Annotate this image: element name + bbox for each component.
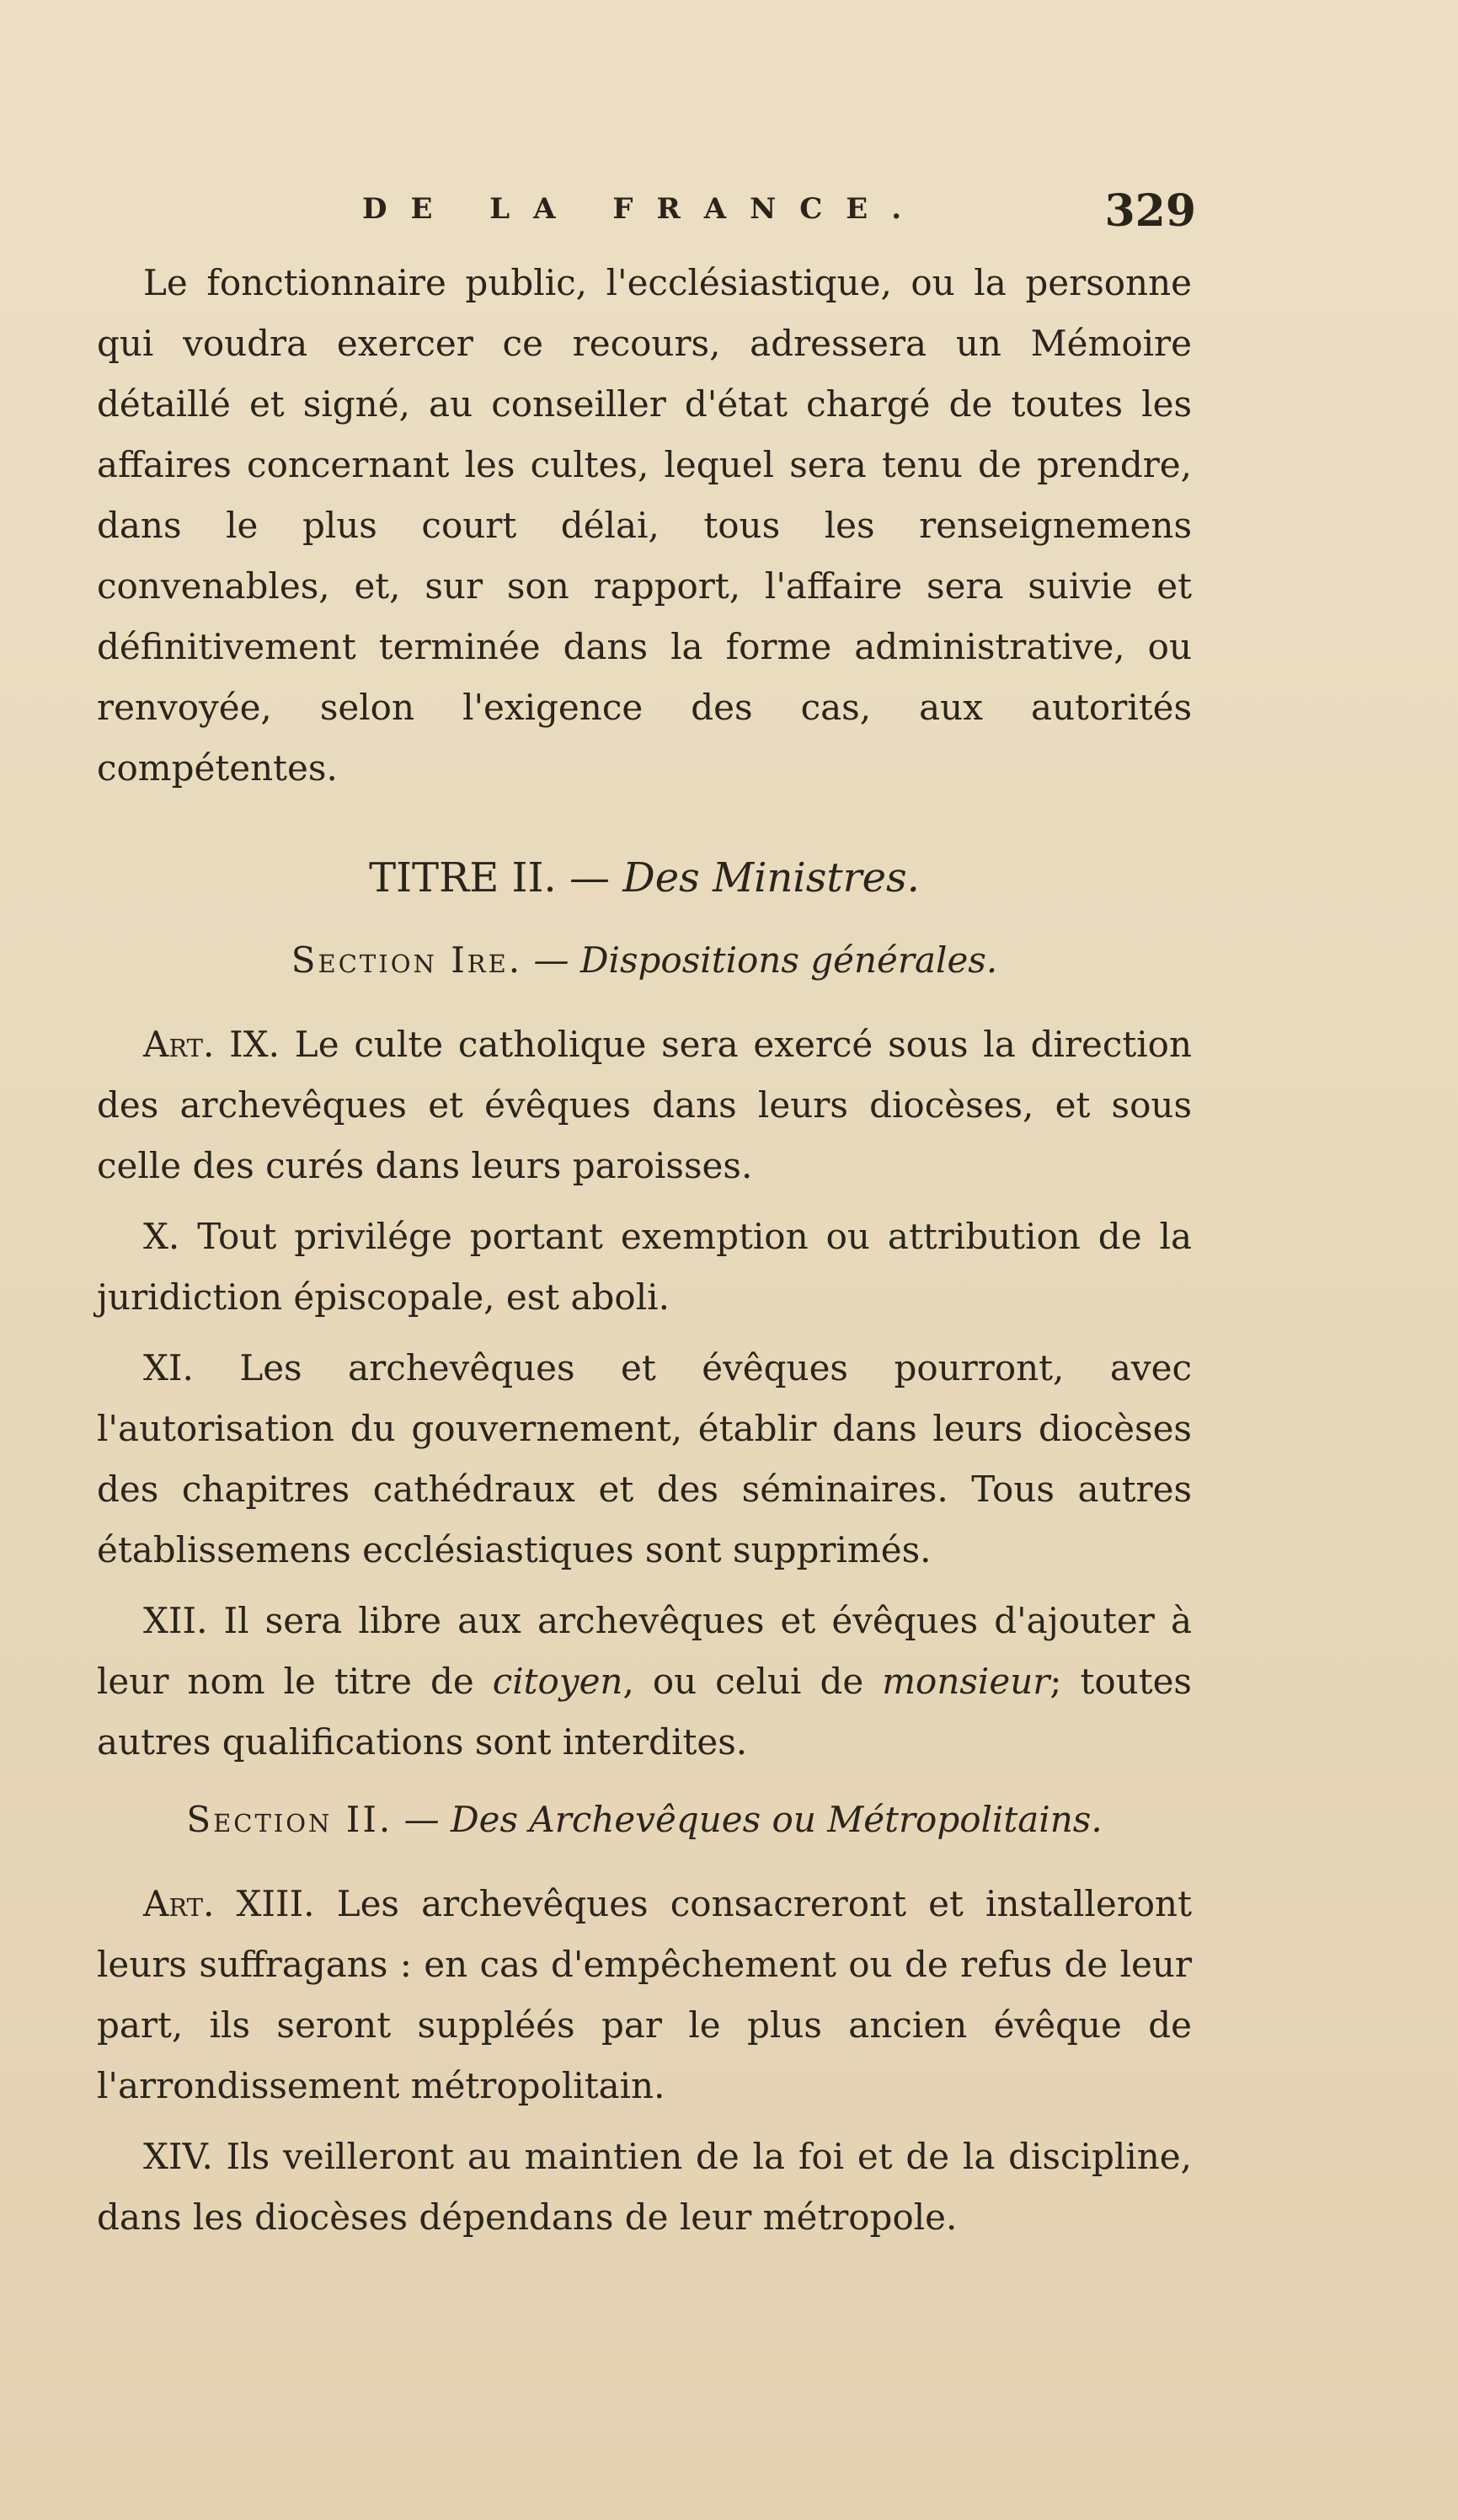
section-name: — Dispositions générales. xyxy=(533,939,998,981)
article-text: Ils veilleront au maintien de la foi et de la discipline, dans les diocèses dépendans de leur métropole. xyxy=(97,2136,1192,2238)
article-text: Il sera libre aux archevêques et évêques d'ajouter à leur nom le titre de xyxy=(97,1600,1193,1702)
article-label: XII. xyxy=(143,1600,208,1641)
article-label: Art. IX. xyxy=(143,1024,280,1065)
article-12 xyxy=(97,1591,1192,1773)
section-label: Section II. xyxy=(186,1799,393,1840)
section-label: Section Ire. xyxy=(291,939,523,981)
article-text: Les archevêques et évêques pourront, avec l'autorisation du gouvernement, établir dans leurs diocèses des chapitres cathédraux et des séminaires. Tous autres établissemens ecclésiastiques sont supprimés. xyxy=(97,1347,1192,1570)
title-label: TITRE II. xyxy=(369,854,557,902)
intro-paragraph: Le fonctionnaire public, l'ecclésiastique, ou la personne qui voudra exercer ce recours, adressera un Mémoire détaillé et signé, au conseiller d'état chargé de toutes les affaires concernant les cultes, lequel sera tenu de prendre, dans le plus court délai, tous les renseignemens convenables, et, sur son rapport, l'affaire sera suivie et définitivement terminée dans la forme administrative, ou renvoyée, selon l'exigence des cas, aux autorités compétentes. xyxy=(97,262,1192,789)
article-11 xyxy=(97,1338,1192,1581)
article-label: XIV. xyxy=(143,2136,213,2177)
article-13 xyxy=(97,1874,1192,2116)
title-heading xyxy=(97,848,1192,908)
page-body xyxy=(97,253,1192,2248)
article-italic-term: citoyen xyxy=(492,1661,623,1702)
page-header xyxy=(126,185,1196,237)
article-text: ; toutes autres qualifications sont interdites. xyxy=(97,1661,1192,1763)
article-text: , ou celui de xyxy=(622,1661,864,1702)
article-9 xyxy=(97,1014,1192,1196)
section-heading-2 xyxy=(97,1790,1192,1850)
section-heading-1 xyxy=(97,930,1192,991)
article-label: Art. XIII. xyxy=(143,1883,315,1924)
article-text: Le culte catholique sera exercé sous la direction des archevêques et évêques dans leurs diocèses, et sous celle des curés dans leurs paroisses. xyxy=(97,1024,1192,1186)
article-label: X. xyxy=(143,1216,180,1257)
article-text: Les archevêques consacreront et installeront leurs suffragans : en cas d'empêchement ou de refus de leur part, ils seront suppléés par le plus ancien évêque de l'arrondissement métropolitain. xyxy=(97,1883,1192,2106)
article-10 xyxy=(97,1206,1192,1328)
article-label: XI. xyxy=(143,1347,194,1388)
article-italic-term: monsieur xyxy=(882,1661,1050,1702)
article-14 xyxy=(97,2127,1192,2248)
page-number: 329 xyxy=(1104,185,1196,237)
running-title: DE LA FRANCE. xyxy=(362,192,926,226)
article-text: Tout privilége portant exemption ou attribution de la juridiction épiscopale, est aboli. xyxy=(97,1216,1193,1318)
section-name: — Des Archevêques ou Métropolitains. xyxy=(403,1799,1103,1840)
title-name: — Des Ministres. xyxy=(569,854,920,902)
